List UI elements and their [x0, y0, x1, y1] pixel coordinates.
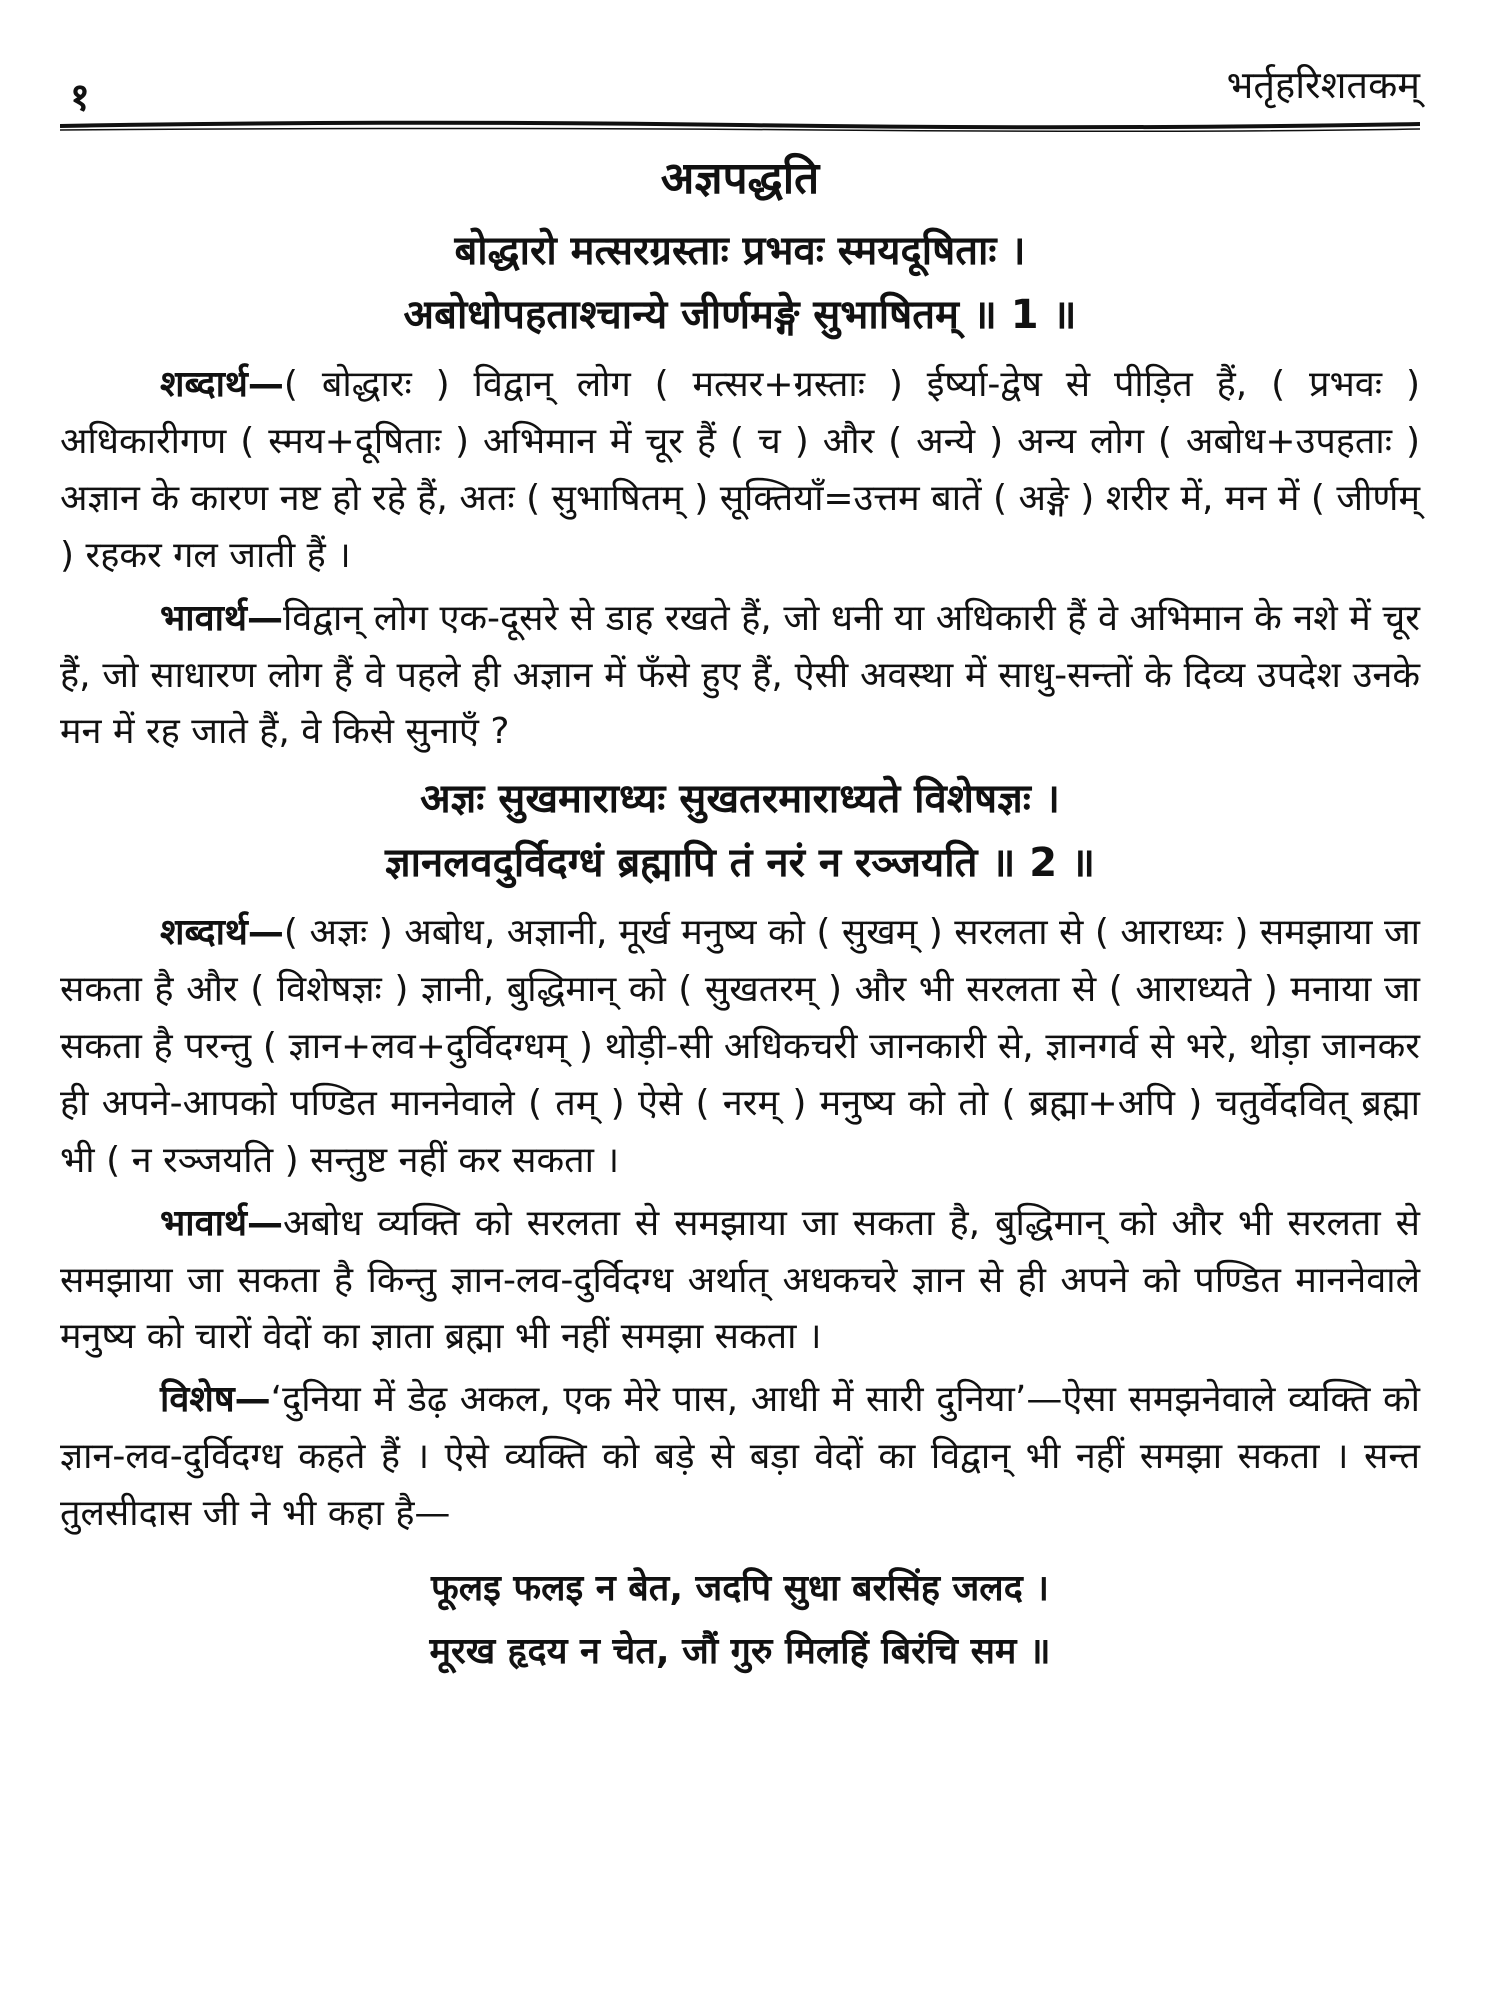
paragraph-text: ‘दुनिया में डेढ़ अकल, एक मेरे पास, आधी में सारी दुनिया’—ऐसा समझनेवाले व्यक्ति को ज्ञान-लव-दुर्विदग्ध कहते हैं । ऐसे व्यक्ति को बड़े से बड़ा वेदों का विद्वान् भी नहीं समझा सकता । सन्त तुलसीदास जी ने भी कहा है— [60, 1379, 1420, 1535]
paragraph-lead: शब्दार्थ— [160, 364, 284, 406]
paragraph-bhavarth-2 [60, 1196, 1420, 1367]
verse-2-line-1: अज्ञः सुखमाराध्यः सुखतरमाराध्यते विशेषज्ञः । [420, 776, 1060, 823]
paragraph-shabdarth-1 [60, 357, 1420, 585]
verse-1-line-1: बोद्धारो मत्सरग्रस्ताः प्रभवः स्मयदूषिताः । [454, 228, 1026, 275]
book-title: भर्तृहरिशतकम् [1226, 63, 1420, 107]
paragraph-bhavarth-1 [60, 591, 1420, 762]
paragraph-lead: भावार्थ— [160, 1202, 283, 1244]
verse-1 [60, 219, 1420, 347]
paragraph-text: विद्वान् लोग एक-दूसरे से डाह रखते हैं, जो धनी या अधिकारी हैं वे अभिमान के नशे में चूर हैं, जो साधारण लोग हैं वे पहले ही अज्ञान में फँसे हुए हैं, ऐसी अवस्था में साधु-सन्तों के दिव्य उपदेश उनके मन में रह जाते हैं, वे किसे सुनाएँ ? [60, 597, 1420, 753]
paragraph-text: ( अज्ञः ) अबोध, अज्ञानी, मूर्ख मनुष्य को ( सुखम् ) सरलता से ( आराध्यः ) समझाया जा सकता है और ( विशेषज्ञः ) ज्ञानी, बुद्धिमान् को ( सुखतरम् ) और भी सरलता से ( आराध्यते ) मनाया जा सकता है परन्तु ( ज्ञान+लव+दुर्विदग्धम् ) थोड़ी-सी अधिकचरी जानकारी से, ज्ञानगर्व से भरे, थोड़ा जानकर ही अपने-आपको पण्डित माननेवाले ( तम् ) ऐसे ( नरम् ) मनुष्य को तो ( ब्रह्मा+अपि ) चतुर्वेदवित् ब्रह्मा भी ( न रञ्जयति ) सन्तुष्ट नहीं कर सकता । [60, 912, 1420, 1181]
paragraph-vishesh [60, 1372, 1420, 1543]
page-header [60, 40, 1420, 119]
verse-2-line-2: ज्ञानलवदुर्विदग्धं ब्रह्मापि तं नरं न रञ्जयति ॥ 2 ॥ [385, 840, 1095, 887]
header-rule [60, 118, 1420, 132]
poem [60, 1557, 1420, 1683]
section-title: अज्ञपद्धति [660, 153, 820, 204]
verse-2 [60, 767, 1420, 895]
content [60, 150, 1420, 1683]
paragraph-lead: शब्दार्थ— [160, 912, 284, 954]
paragraph-lead: भावार्थ— [160, 597, 283, 639]
paragraph-text: ( बोद्धारः ) विद्वान् लोग ( मत्सर+ग्रस्ताः ) ईर्ष्या-द्वेष से पीड़ित हैं, ( प्रभवः ) अधिकारीगण ( स्मय+दूषिताः ) अभिमान में चूर हैं ( च ) और ( अन्ये ) अन्य लोग ( अबोध+उपहताः ) अज्ञान के कारण नष्ट हो रहे हैं, अतः ( सुभाषितम् ) सूक्तियाँ=उत्तम बातें ( अङ्गे ) शरीर में, मन में ( जीर्णम् ) रहकर गल जाती हैं । [60, 364, 1420, 576]
paragraph-shabdarth-2 [60, 905, 1420, 1189]
page-number: १ [70, 75, 90, 119]
paragraph-text: अबोध व्यक्ति को सरलता से समझाया जा सकता है, बुद्धिमान् को और भी सरलता से समझाया जा सकता है किन्तु ज्ञान-लव-दुर्विदग्ध अर्थात् अधकचरे ज्ञान से ही अपने को पण्डित माननेवाले मनुष्य को चारों वेदों का ज्ञाता ब्रह्मा भी नहीं समझा सकता । [60, 1202, 1420, 1358]
verse-1-line-2: अबोधोपहताश्चान्ये जीर्णमङ्गे सुभाषितम् ॥ 1 ॥ [403, 292, 1077, 339]
page [60, 40, 1420, 1672]
paragraph-lead: विशेष— [160, 1379, 271, 1421]
poem-line-1: फूलइ फलइ न बेत, जदपि सुधा बरसिंह जलद । [430, 1567, 1049, 1609]
poem-line-2: मूरख हृदय न चेत, जौं गुरु मिलहिं बिरंचि सम ॥ [429, 1630, 1051, 1672]
